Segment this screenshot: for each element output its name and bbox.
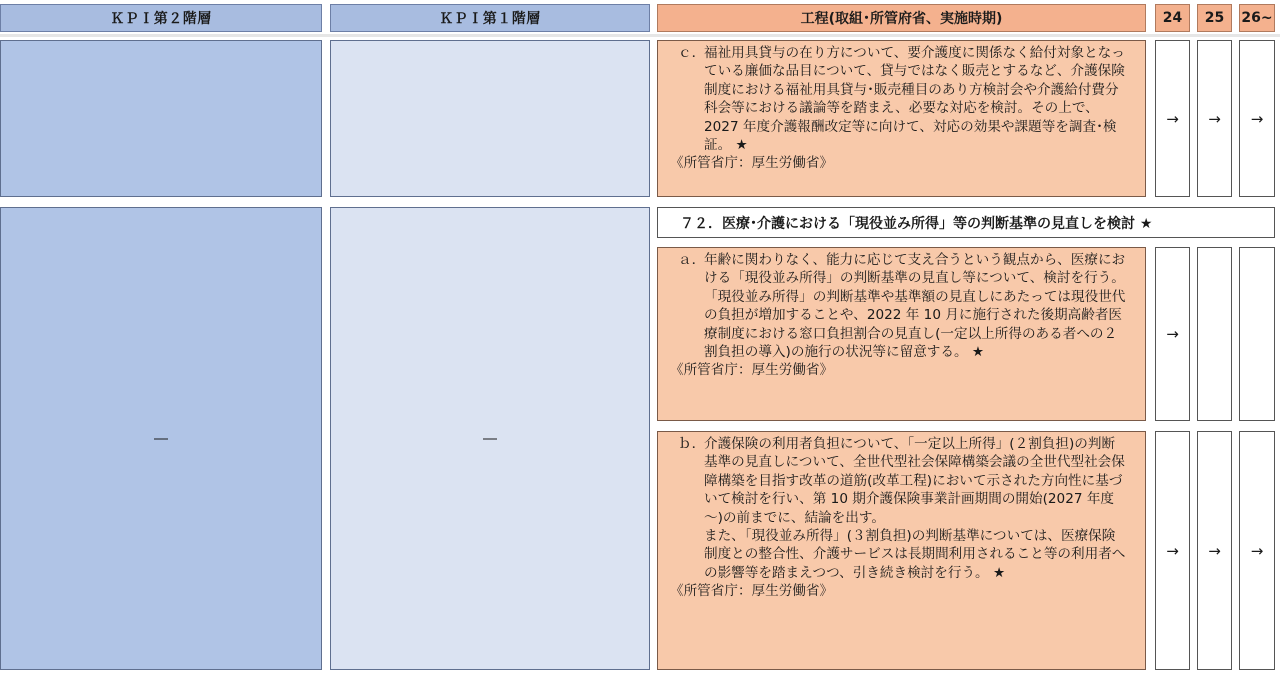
arrow-icon: →: [1208, 541, 1221, 560]
year-cell-24-a: [1155, 247, 1190, 421]
item-72-headline: ７２．医療･介護における「現役並み所得」等の判断基準の見直しを検討 ★: [657, 207, 1275, 238]
ministry-label: 《所管省庁：厚生労働省》: [670, 583, 834, 600]
kpi1-cell-c: [330, 40, 650, 197]
year-cell-26-c: [1239, 40, 1275, 197]
kpi2-value: ―: [154, 430, 168, 447]
header-year-24: 24: [1155, 4, 1190, 32]
header-year-25: 25: [1197, 4, 1232, 32]
item-text: 年齢に関わりなく、能力に応じて支え合うという観点から、医療における「現役並み所得」の判断基準の見直し等について、検討を行う。「現役並み所得」の判断基準や基準額の見直しにあたっては現役世代の負担が増加することや、2022 年 10 月に施行された後期高齢者医療制度における窓口負担割合の見直し(一定以上所得のある者への２割負担の導入)の施行の状況等に留意する。 ★: [704, 252, 1126, 361]
header-year-26: 26~: [1239, 4, 1275, 32]
process-item-c: [657, 40, 1146, 197]
arrow-icon: →: [1250, 541, 1264, 560]
kpi1-value: ―: [483, 430, 497, 447]
item-text-1: 介護保険の利用者負担について、「一定以上所得」(２割負担)の判断基準の見直しについて、全世代型社会保障構築会議の全世代型社会保障構築を目指す改革の道筋(改革工程)において示された方向性に基づいて検討を行い、第 10 期介護保険事業計画期間の開始(2027 年度～)の前までに、結論を出す。: [704, 436, 1125, 526]
process-item-b: [657, 431, 1146, 670]
item-text-2: また、「現役並み所得」(３割負担)の判断基準については、医療保険制度との整合性、介護サービスは長期間利用されること等の利用者への影響等を踏まえつつ、引き続き検討を行う。 ★: [704, 528, 1126, 581]
header-kpi1: ＫＰＩ第１階層: [330, 4, 650, 32]
item-text: 福祉用具貸与の在り方について、要介護度に関係なく給付対象となっている廉価な品目について、貸与ではなく販売とするなど、介護保険制度における福祉用具貸与･販売種目のあり方検討会や介護給付費分科会等における議論等を踏まえ、必要な対応を検討。その上で、2027 年度介護報酬改定等に向けて、対応の効果や課題等を調査･検証。 ★: [704, 45, 1125, 154]
ministry-label: 《所管省庁：厚生労働省》: [670, 362, 834, 379]
year-cell-24-c: [1155, 40, 1190, 197]
header-kpi2: ＫＰＩ第２階層: [0, 4, 322, 32]
item-mark: ｃ．: [678, 45, 706, 61]
header-separator: [0, 34, 1280, 37]
year-cell-25-a: [1197, 247, 1232, 421]
kpi1-cell-72: [330, 207, 650, 670]
item-mark: ａ．: [678, 252, 706, 268]
year-cell-24-b: [1155, 431, 1190, 670]
arrow-icon: →: [1208, 109, 1221, 128]
year-cell-26-a: [1239, 247, 1275, 421]
arrow-icon: →: [1166, 109, 1179, 128]
item-mark: ｂ．: [678, 436, 706, 452]
header-process: 工程(取組･所管府省、実施時期): [657, 4, 1146, 32]
kpi2-cell-c: [0, 40, 322, 197]
process-item-a: [657, 247, 1146, 421]
arrow-icon: →: [1250, 109, 1264, 128]
kpi2-cell-72: [0, 207, 322, 670]
year-cell-25-c: [1197, 40, 1232, 197]
year-cell-25-b: [1197, 431, 1232, 670]
ministry-label: 《所管省庁：厚生労働省》: [670, 155, 834, 172]
arrow-icon: →: [1166, 541, 1179, 560]
year-cell-26-b: [1239, 431, 1275, 670]
arrow-icon: →: [1166, 325, 1179, 343]
